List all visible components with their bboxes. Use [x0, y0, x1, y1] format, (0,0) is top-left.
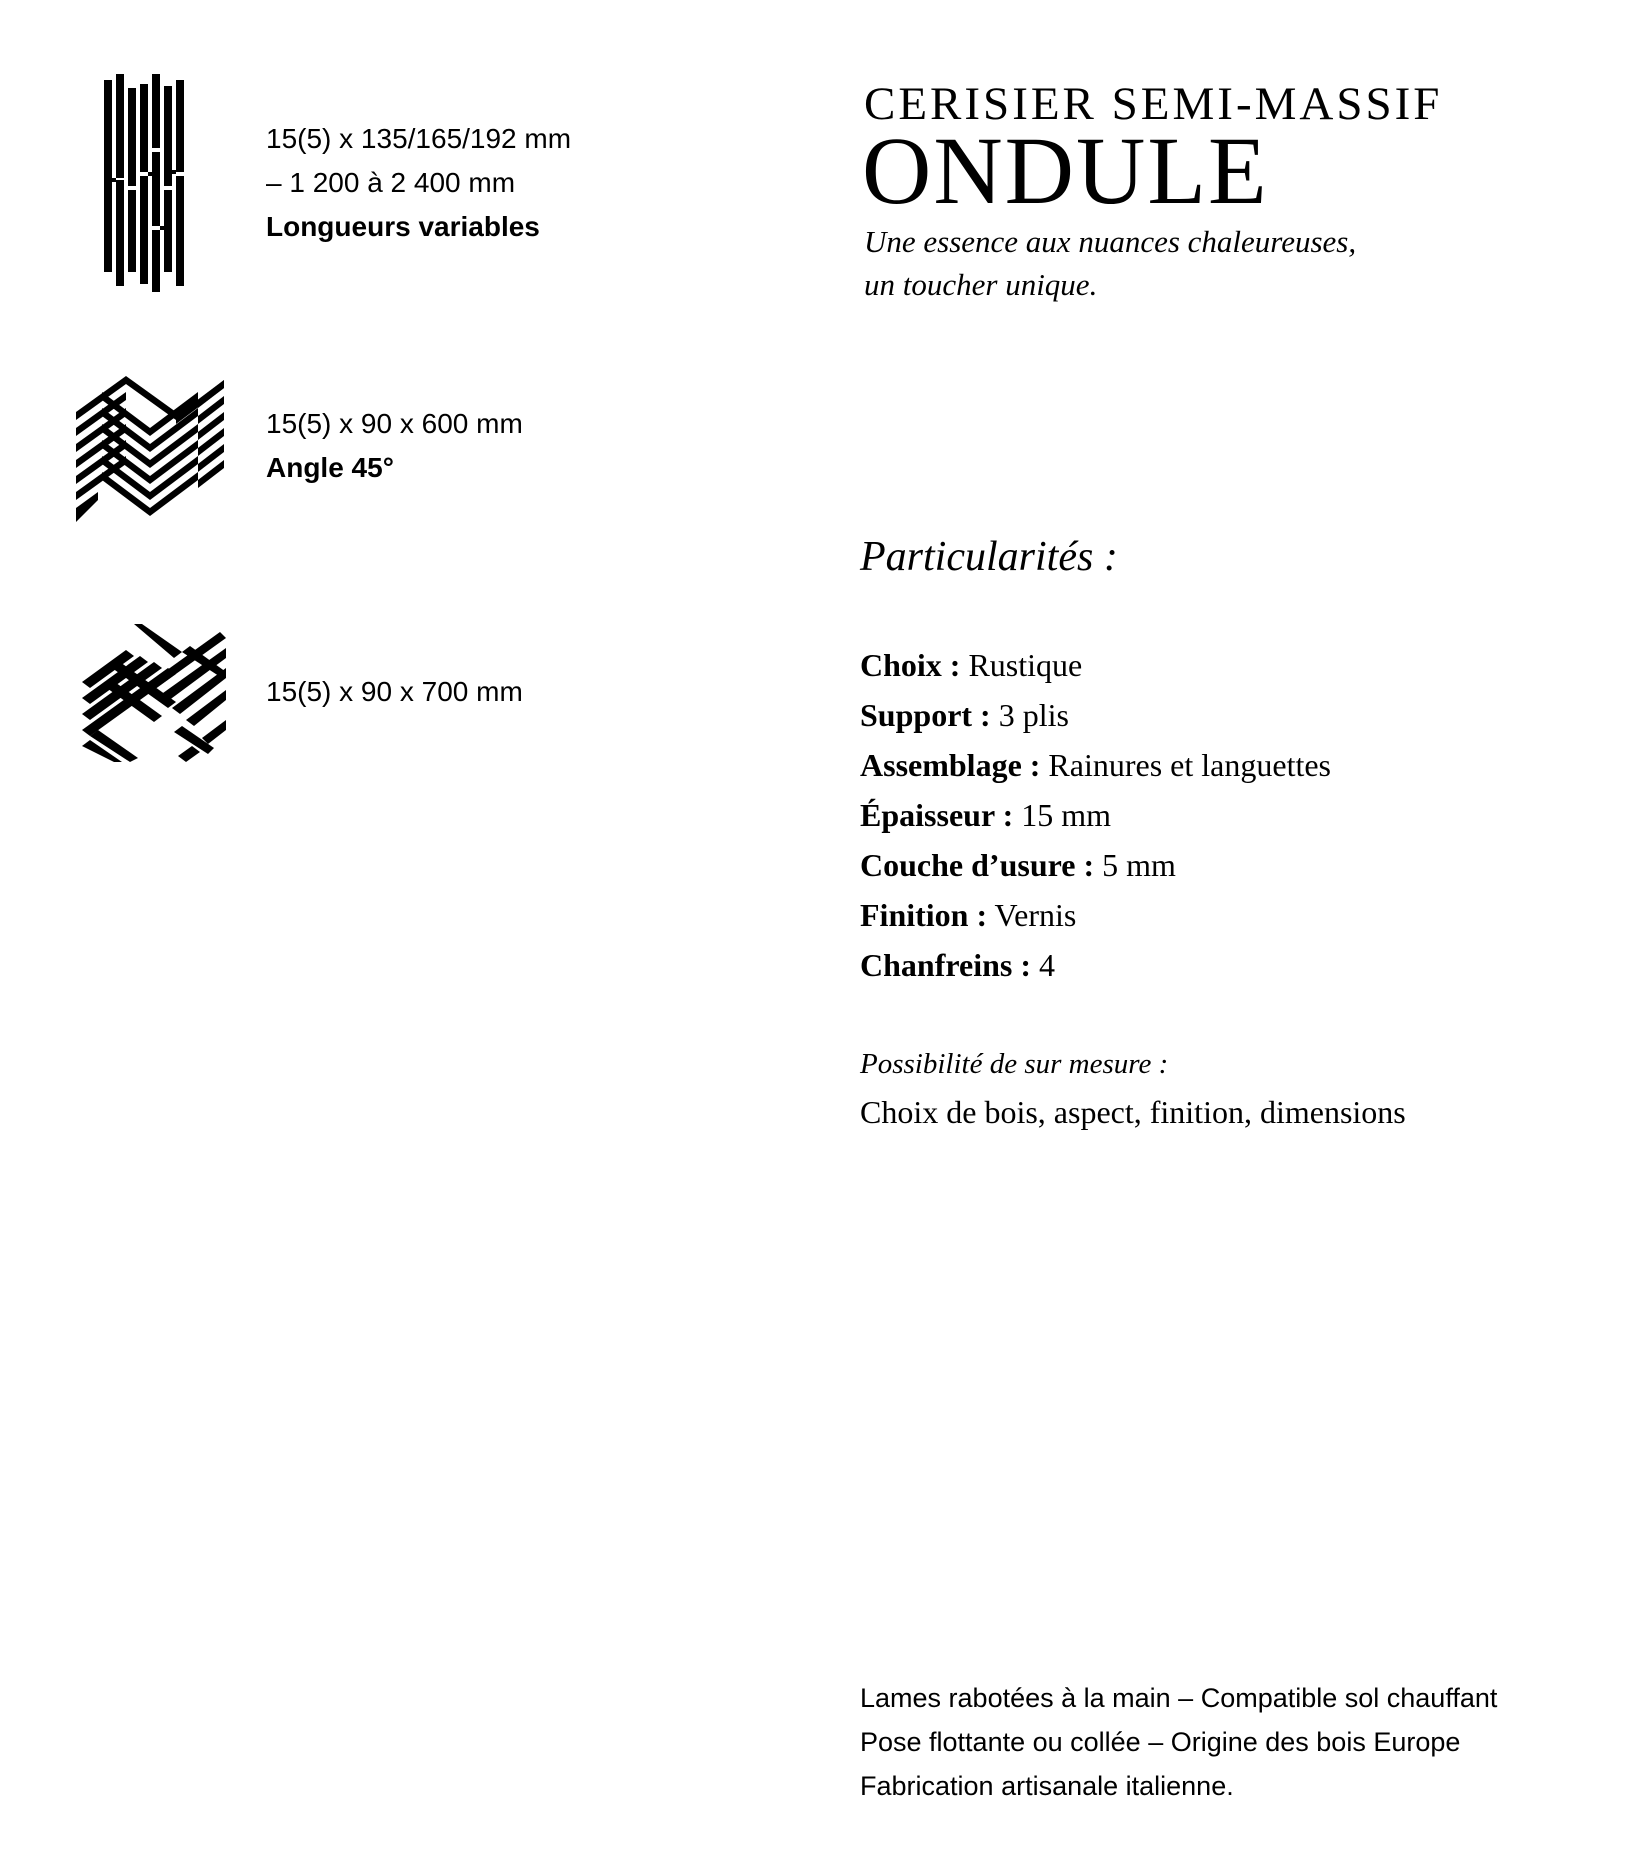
spec-row-couche-usure: [860, 840, 1331, 890]
footer-line-2: Pose flottante ou collée – Origine des bois Europe: [860, 1727, 1461, 1757]
product-category: CERISIER SEMI-MASSIF: [864, 78, 1443, 130]
spec-row-choix: [860, 640, 1331, 690]
format-2-dimensions: 15(5) x 90 x 600 mm: [266, 408, 523, 439]
custom-value: Choix de bois, aspect, finition, dimensions: [860, 1094, 1406, 1130]
spec-label: Chanfreins :: [860, 947, 1031, 983]
spec-list: [860, 640, 1331, 990]
format-3-specs: [266, 670, 523, 714]
format-2-note: Angle 45°: [266, 452, 394, 483]
spec-label: Choix :: [860, 647, 961, 683]
chevron-pattern-icon: [76, 376, 224, 522]
product-tagline: [864, 220, 1356, 306]
spec-label: Épaisseur :: [860, 797, 1014, 833]
format-1-lengths: – 1 200 à 2 400 mm: [266, 167, 516, 198]
product-title: ONDULE: [862, 117, 1269, 224]
tagline-line-1: Une essence aux nuances chaleureuses,: [864, 224, 1357, 259]
footer-line-1: Lames rabotées à la main – Compatible sol chauffant: [860, 1683, 1498, 1713]
spec-value: Rustique: [968, 647, 1083, 683]
spec-label: Couche d’usure :: [860, 847, 1095, 883]
footer-line-3: Fabrication artisanale italienne.: [860, 1771, 1234, 1801]
footer-notes: [860, 1676, 1497, 1808]
spec-label: Assemblage :: [860, 747, 1041, 783]
herringbone-pattern-icon: [82, 624, 226, 762]
spec-value: 15 mm: [1021, 797, 1111, 833]
spec-row-finition: [860, 890, 1331, 940]
format-1-note: Longueurs variables: [266, 211, 540, 242]
spec-value: 4: [1038, 947, 1055, 983]
format-1-dimensions: 15(5) x 135/165/192 mm: [266, 123, 572, 154]
format-3-dimensions: 15(5) x 90 x 700 mm: [266, 676, 523, 707]
custom-label: Possibilité de sur mesure :: [860, 1048, 1169, 1080]
spec-value: 5 mm: [1102, 847, 1176, 883]
spec-row-chanfreins: [860, 940, 1331, 990]
spec-label: Finition :: [860, 897, 988, 933]
spec-label: Support :: [860, 697, 991, 733]
format-1-specs: [266, 117, 571, 249]
spec-row-assemblage: [860, 740, 1331, 790]
spec-value: 3 plis: [998, 697, 1069, 733]
tagline-line-2: un toucher unique.: [864, 267, 1098, 302]
spec-value: Vernis: [994, 897, 1077, 933]
particularites-heading: Particularités :: [860, 534, 1118, 580]
spec-row-epaisseur: [860, 790, 1331, 840]
spec-value: Rainures et languettes: [1048, 747, 1331, 783]
format-2-specs: [266, 402, 523, 490]
straight-plank-pattern-icon: [104, 74, 196, 294]
spec-row-support: [860, 690, 1331, 740]
